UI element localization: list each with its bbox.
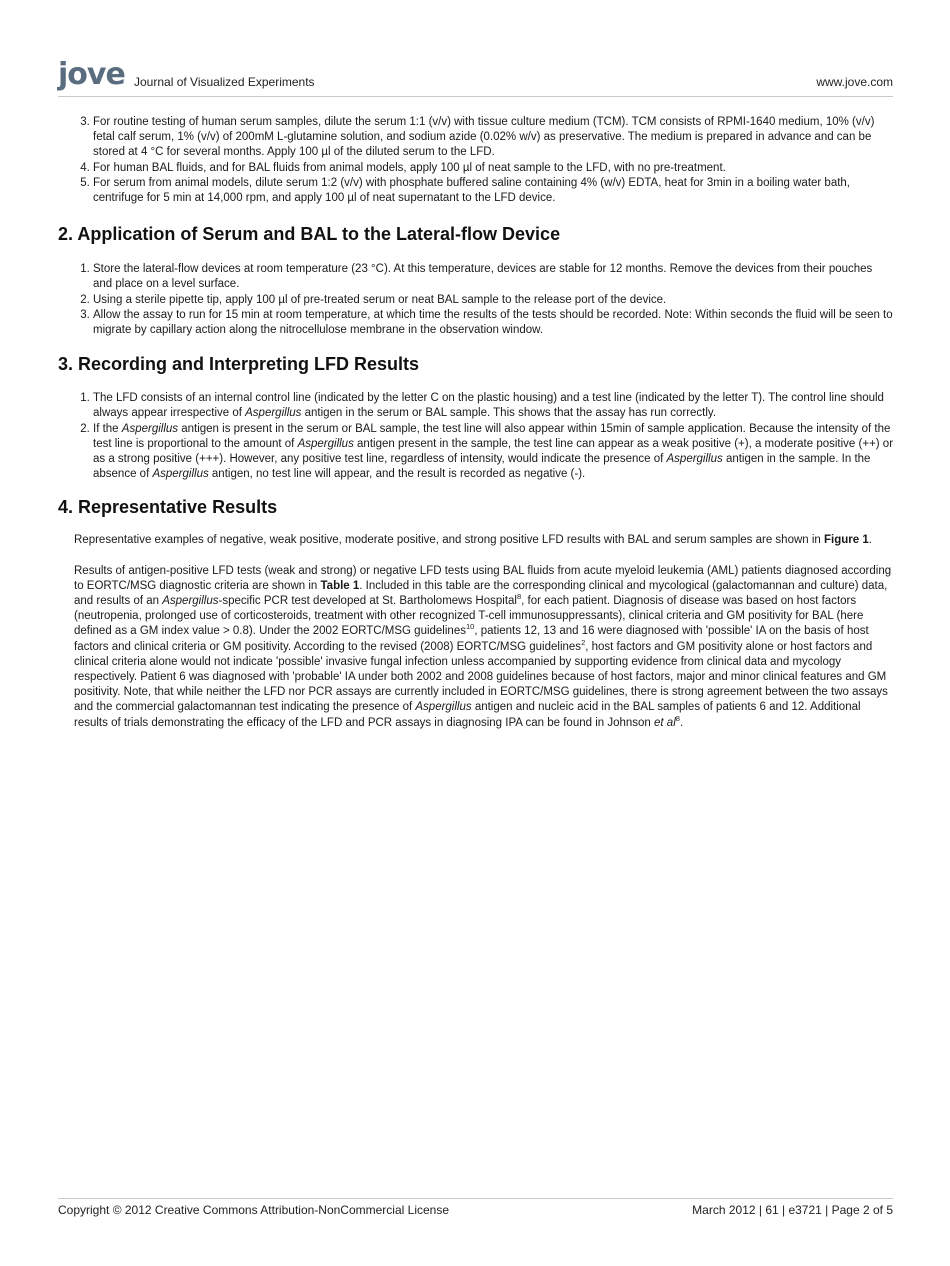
citation-ref[interactable]: 8: [516, 592, 522, 602]
results-paragraph-1: Representative examples of negative, weak positive, moderate positive, and strong positive LFD results with BAL and serum samples are shown in Figure 1.: [74, 534, 872, 547]
issue-info: March 2012 | 61 | e3721 | Page 2 of 5: [692, 1203, 893, 1217]
journal-name: Journal of Visualized Experiments: [134, 75, 315, 89]
section3-steps-list: [58, 391, 894, 482]
section2-steps-list: [58, 262, 894, 338]
section-4-heading: 4. Representative Results: [58, 497, 278, 518]
article-body: [58, 115, 894, 746]
section-2-heading: 2. Application of Serum and BAL to the Lateral-flow Device: [58, 224, 561, 245]
page-footer: [58, 1198, 893, 1218]
figure-1-reference[interactable]: Figure 1: [824, 534, 869, 547]
site-url[interactable]: www.jove.com: [816, 75, 893, 89]
citation-ref[interactable]: 8: [675, 713, 680, 723]
list-item: 3. Allow the assay to run for 15 min at room temperature, at which time the results of the tests should be recorded. Note: Within seconds the fluid will be seen to migrate by capillary action along the nitrocellulose membrane in the observation window.: [93, 308, 894, 338]
page-header: [58, 58, 893, 97]
list-item: 1. Store the lateral-flow devices at room temperature (23 °C). At this temperature, devices are stable for 12 months. Remove the devices from their pouches and place on a level surface.: [93, 262, 894, 292]
list-item: 2. If the Aspergillus antigen is present in the serum or BAL sample, the test line will also appear within 15min of sample application. Because the intensity of the test line is proportional to the amount of Aspergillus antigen present in the sample, the test line can appear as a weak positive (+), a moderate positive (++) or as a strong positive (+++). However, any positive test line, regardless of intensity, would indicate the presence of Aspergillus antigen in the sample. In the absence of Aspergillus antigen, no test line will appear, and the result is recorded as negative (-).: [93, 422, 894, 483]
section1-steps-list: [58, 115, 894, 206]
list-item: 4. For human BAL fluids, and for BAL fluids from animal models, apply 100 µl of neat sample to the LFD, with no pre-treatment.: [93, 161, 894, 176]
list-item: 3. For routine testing of human serum samples, dilute the serum 1:1 (v/v) with tissue culture medium (TCM). TCM consists of RPMI-1640 medium, 10% (v/v) fetal calf serum, 1% (v/v) of 200mM L-glutamine solution, and sodium azide (0.02% w/v) as preservative. The medium is prepared in advance and can be stored at 4 °C for several months. Apply 100 µl of the diluted serum to the LFD.: [93, 115, 894, 161]
license-text: Copyright © 2012 Creative Commons Attribution-NonCommercial License: [58, 1203, 450, 1217]
list-item: 1. The LFD consists of an internal control line (indicated by the letter C on the plastic housing) and a test line (indicated by the letter T). The control line should always appear irrespective of Aspergillus antigen in the serum or BAL sample. This shows that the assay has run correctly.: [93, 391, 894, 421]
section-3-heading: 3. Recording and Interpreting LFD Results: [58, 354, 420, 375]
list-item: 2. Using a sterile pipette tip, apply 100 µl of pre-treated serum or neat BAL sample to the release port of the device.: [93, 293, 894, 308]
list-item: 5. For serum from animal models, dilute serum 1:2 (v/v) with phosphate buffered saline containing 4% (w/v) EDTA, heat for 3min in a boiling water bath, centrifuge for 5 min at 14,000 rpm, and apply 100 µl of neat supernatant to the LFD device.: [93, 176, 894, 206]
results-paragraph-2: Results of antigen-positive LFD tests (weak and strong) or negative LFD tests using BAL fluids from acute myeloid leukemia (AML) patients diagnosed according to EORTC/MSG diagnostic criteria are shown in Table 1. Included in this table are the corresponding clinical and mycological (galactomannan and culture) data, and results of an Aspergillus-specific PCR test developed at St. Bartholomews Hospital$^8$, for each patient. Diagnosis of disease was based on host factors (neutropenia, prolonged use of corticosteroids, treatment with other recognized T-cell immunosuppressants), clinical criteria and GM positivity for BAL (here defined as a GM index value > 0.8). Under the 2002 EORTC/MSG guidelines$^{10}$, patients 12, 13 and 16 were diagnosed with 'possible' IA on the basis of host factors and clinical criteria or GM positivity. According to the revised (2008) EORTC/MSG guidelines$^2$, host factors and GM positivity alone or host factors and clinical criteria alone would not indicate 'possible' invasive fungal infection unless accompanied by supporting evidence from clinical data and mycology respectively. Patient 6 was diagnosed with 'probable' IA under both 2002 and 2008 guidelines because of host factors, major and minor clinical features and GM positivity. Note, that while neither the LFD nor PCR assays are currently included in EORTC/MSG guidelines, there is strong agreement between the two assays and the commercial galactomannan test indicating the presence of Aspergillus antigen and nucleic acid in the BAL samples of patients 6 and 12. Additional results of trials demonstrating the efficacy of the LFD and PCR assays in diagnosing IPA can be found in Johnson et $al^8$.: [74, 564, 892, 729]
jove-logo: jove: [58, 57, 125, 92]
citation-ref[interactable]: 10: [465, 622, 475, 632]
table-1-reference[interactable]: Table 1: [320, 579, 360, 592]
citation-ref[interactable]: 2: [581, 637, 586, 647]
